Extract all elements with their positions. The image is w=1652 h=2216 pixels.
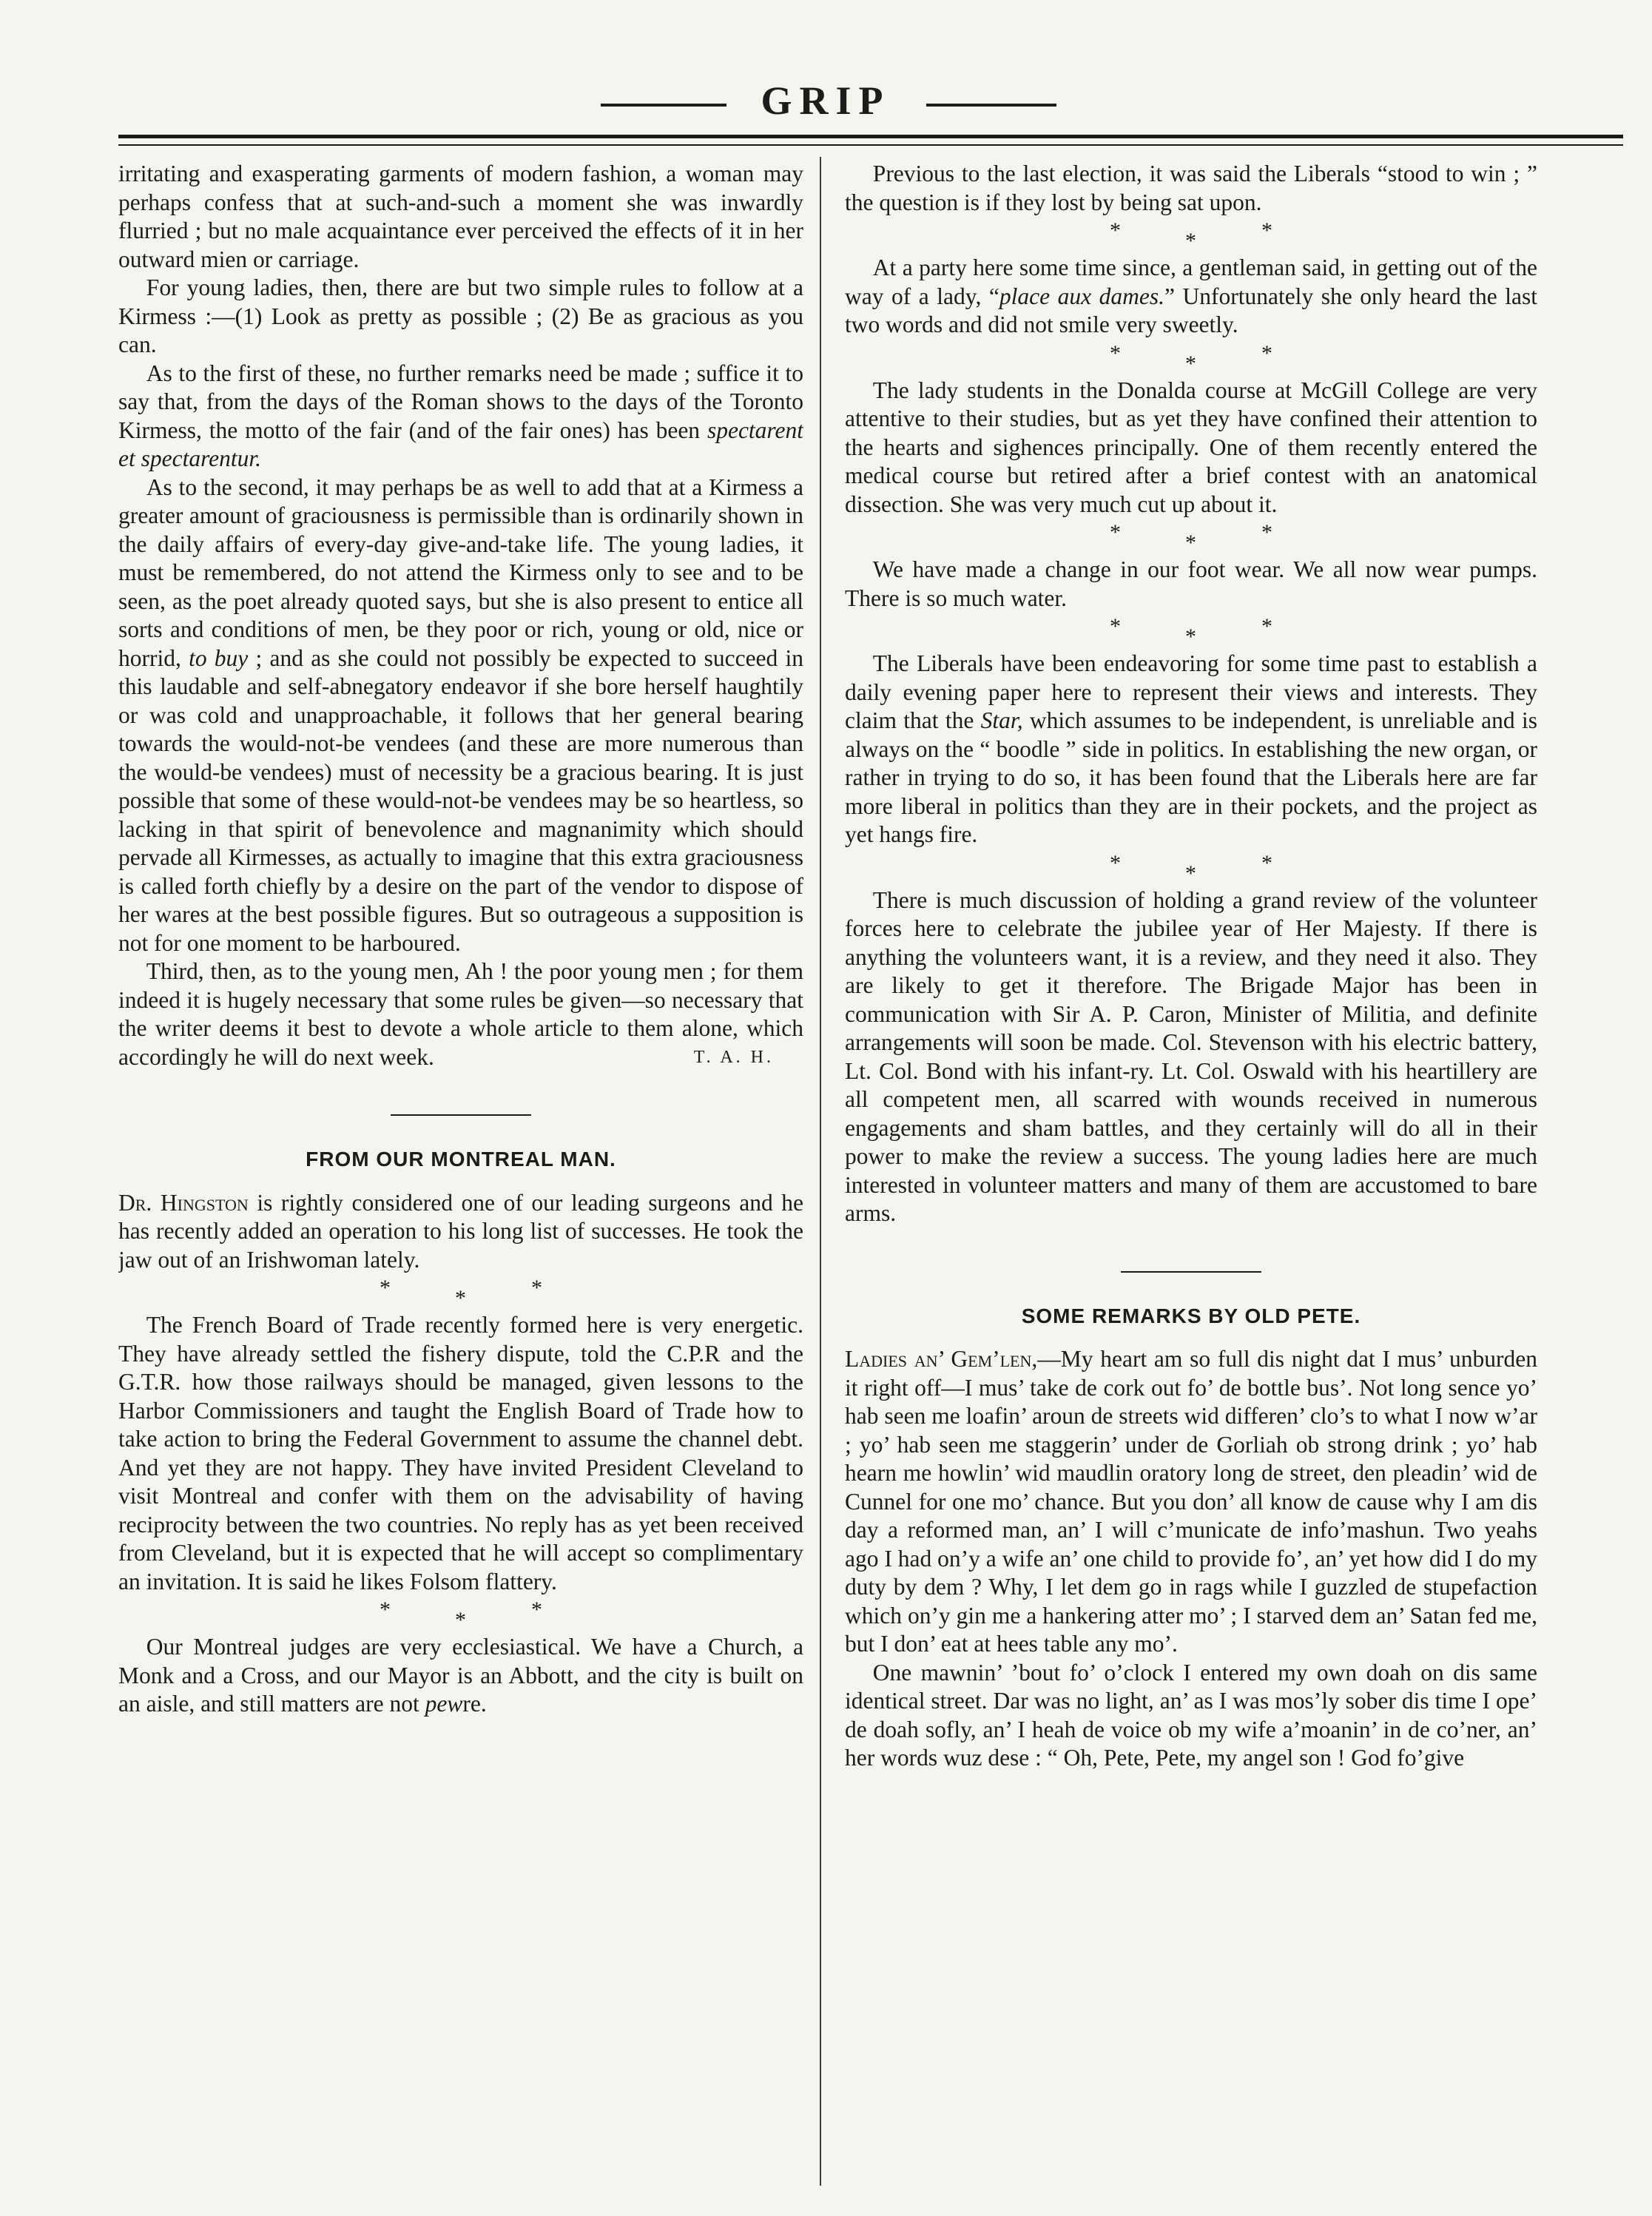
section-rule [391,1114,531,1116]
header-rule-thin [118,144,1623,146]
text-run: Our Montreal judges are very ecclesiastical. We have a Church, a Monk and a Cross, and our Mayor is an Abbott, and the city is built on an aisle, and still matters are not [118,1634,803,1717]
article-paragraph: The lady students in the Donalda course at McGill College are very attentive to their studies, but as yet they have confined their attention to the hearts and sighences principally. One of them recently entered the medical course but retired after a brief contest with an anatomical dissection. She was very much cut up about it. [845,377,1537,517]
section-heading: SOME REMARKS BY OLD PETE. [1021,1304,1361,1327]
article-paragraph: irritating and exasperating garments of modern fashion, a woman may perhaps confess that at such-and-such a moment she was inwardly flurried ; but no male acquaintance ever perceived the effects of it in her outward mien or carriage. [118,161,803,272]
asterism-divider: * * * [1110,850,1272,886]
text-run: Third, then, as to the young men, Ah ! the poor young men ; for them indeed it is hugely necessary that some rules be given—so necessary that the writer deems it best to devote a whole article to them alone, which accordingly he will do next week. [118,958,803,1070]
asterism-divider: * * * [1110,520,1272,555]
article-paragraph [118,1189,803,1275]
header-rule-thick [118,135,1623,138]
left-column [118,160,803,2187]
text-run: which assumes to be independent, is unreliable and is always on the “ boodle ” side in politics. In establishing the new organ, or rather in trying to do so, it has been found that the Liberals here are far more liberal in politics than they are in their pockets, and the project as yet hangs fire. [845,707,1537,847]
asterism-divider: * * * [380,1276,542,1310]
column-divider [820,157,821,2186]
text-run: As to the first of these, no further remarks need be made ; suffice it to say that, from the days of the Roman shows to the days of the Toronto Kirmess, the motto of the fair (and of the fair ones) has been [118,360,803,443]
article-paragraph [118,474,803,958]
text-run: re. [462,1691,487,1717]
asterism-divider: * * * [380,1597,542,1632]
masthead-ornament-left [601,104,726,107]
italic-motto: spectarent et spectarentur. [118,417,803,471]
lead-in-smallcaps: Ladies an’ Gem’len, [845,1346,1038,1372]
article-paragraph [845,650,1537,849]
article-paragraph [118,957,803,1071]
italic-phrase: to buy [189,644,249,671]
asterism-divider: * * * [1110,614,1272,649]
italic-newspaper-name: Star, [980,707,1023,733]
article-paragraph [118,1633,803,1719]
masthead [0,71,1652,130]
text-run: ” Unfortunately she only heard the last two words and did not smile very sweetly. [845,283,1537,337]
text-run: ; and as she could not possibly be expected to succeed in this laudable and self-abnegatory endeavor if she bore herself haughtily or was cold and unapproachable, it follows that her general bearing towards the would-not-be vendees (and these are more numerous than the would-be vendees) must of necessity be a gracious bearing. It is just possible that some of these would-not-be vendees may be so heartless, so lacking in that spirit of benevolence and magnanimity which should pervade all Kirmesses, as actually to imagine that this extra graciousness is called forth chiefly by a desire on the part of the vendor to dispose of her wares at the best possible figures. But so outrageous a supposition is not for one moment to be harboured. [118,644,803,956]
asterism-divider: * * * [1110,340,1272,376]
article-paragraph: We have made a change in our foot wear. We all now wear pumps. There is so much water. [845,556,1537,611]
section-rule [1121,1271,1261,1273]
masthead-title: GRIP [761,78,891,123]
article-paragraph [118,360,803,474]
article-paragraph [845,254,1537,340]
author-signature: T. A. H. [693,1047,774,1067]
article-paragraph [845,1345,1537,1659]
article-paragraph: The French Board of Trade recently formed here is very energetic. They have already settled the fishery dispute, told the C.P.R and the G.T.R. how those railways should be managed, given lessons to the Harbor Commissioners and taught the English Board of Trade how to take action to bring the Federal Government to assume the channel debt. And yet they are not happy. They have invited President Cleveland to visit Montreal and confer with them on the advisability of having reciprocity between the two countries. No reply has as yet been received from Cleveland, but it is expected that he will accept so complimentary an invitation. It is said he likes Folsom flattery. [118,1312,803,1594]
lead-in-smallcaps: Dr. Hingston [118,1189,249,1216]
article-paragraph: Previous to the last election, it was said the Liberals “stood to win ; ” the question is if they lost by being sat upon. [845,161,1537,215]
italic-phrase: place aux dames. [999,283,1164,309]
right-column [845,160,1537,2187]
article-paragraph: For young ladies, then, there are but two simple rules to follow at a Kirmess :—(1) Look as pretty as possible ; (2) Be as gracious as you can. [118,275,803,357]
text-run: is rightly considered one of our leading surgeons and he has recently added an operation to his long list of successes. He took the jaw out of an Irishwoman lately. [118,1189,803,1273]
article-paragraph: There is much discussion of holding a grand review of the volunteer forces here to celebrate the jubilee year of Her Majesty. If there is anything the volunteers want, it is a review, and they need it also. They are likely to get it therefore. The Brigade Major has been in communication with Sir A. P. Caron, Minister of Militia, and definite arrangements will soon be made. Col. Stevenson with his electric battery, Lt. Col. Bond with his infant-ry. Lt. Col. Oswald with his heartillery are all competent men, all scarred with wounds received in numerous engagements and sham battles, and they certainly will do all in their power to make the review a success. The young ladies here are much interested in volunteer matters and many of them are accustomed to bare arms. [845,886,1537,1226]
masthead-ornament-right [926,104,1056,107]
text-run: At a party here some time since, a gentleman said, in getting out of the way of a lady, “ [845,255,1537,309]
section-heading: FROM OUR MONTREAL MAN. [306,1148,616,1171]
text-run: The Liberals have been endeavoring for some time past to establish a daily evening paper here to represent their views and interests. They claim that the [845,650,1537,733]
asterism-divider: * * * [1110,218,1272,253]
article-paragraph: One mawnin’ ’bout fo’ o’clock I entered my own doah on dis same identical street. Dar was no light, an’ as I was mos’ly sober dis time I ope’ de doah sofly, an’ I heah de voice ob my wife a’moanin’ in de co’ner, an’ her words wuz dese : “ Oh, Pete, Pete, my angel son ! God fo’give [845,1659,1537,1771]
italic-pun: pew [425,1691,463,1717]
text-run: —My heart am so full dis night dat I mus’ unburden it right off—I mus’ take de cork out fo’ de bottle bus’. Not long sence yo’ hab seen me loafin’ aroun de streets wid differen’ clo’s to what I now w’ar ; yo’ hab seen me staggerin’ under de Gorliah ob strong drink ; yo’ hab hearn me howlin’ wid maudlin oratory long de street, den pleadin’ wid de Cunnel for one mo’ chance. But you don’ all know de cause why I am dis day a reformed man, an’ I will c’municate de info’mashun. Two yeahs ago I had on’y a wife an’ one child to provide fo’, an’ yet how did I do my duty by dem ? Why, I let dem go in rags while I guzzled de stupefaction which on’y gin me a hankering atter mo’ ; I starved dem an’ Satan fed me, but I don’ eat at hees table any mo’. [845,1346,1537,1657]
text-run: As to the second, it may perhaps be as well to add that at a Kirmess a greater amount of graciousness is permissible than is ordinarily shown in the daily affairs of every-day give-and-take life. The young ladies, it must be remembered, do not attend the Kirmess only to see and to be seen, as the poet already quoted says, but she is also present to entice all sorts and conditions of men, be they poor or rich, young or old, nice or horrid, [118,474,803,671]
